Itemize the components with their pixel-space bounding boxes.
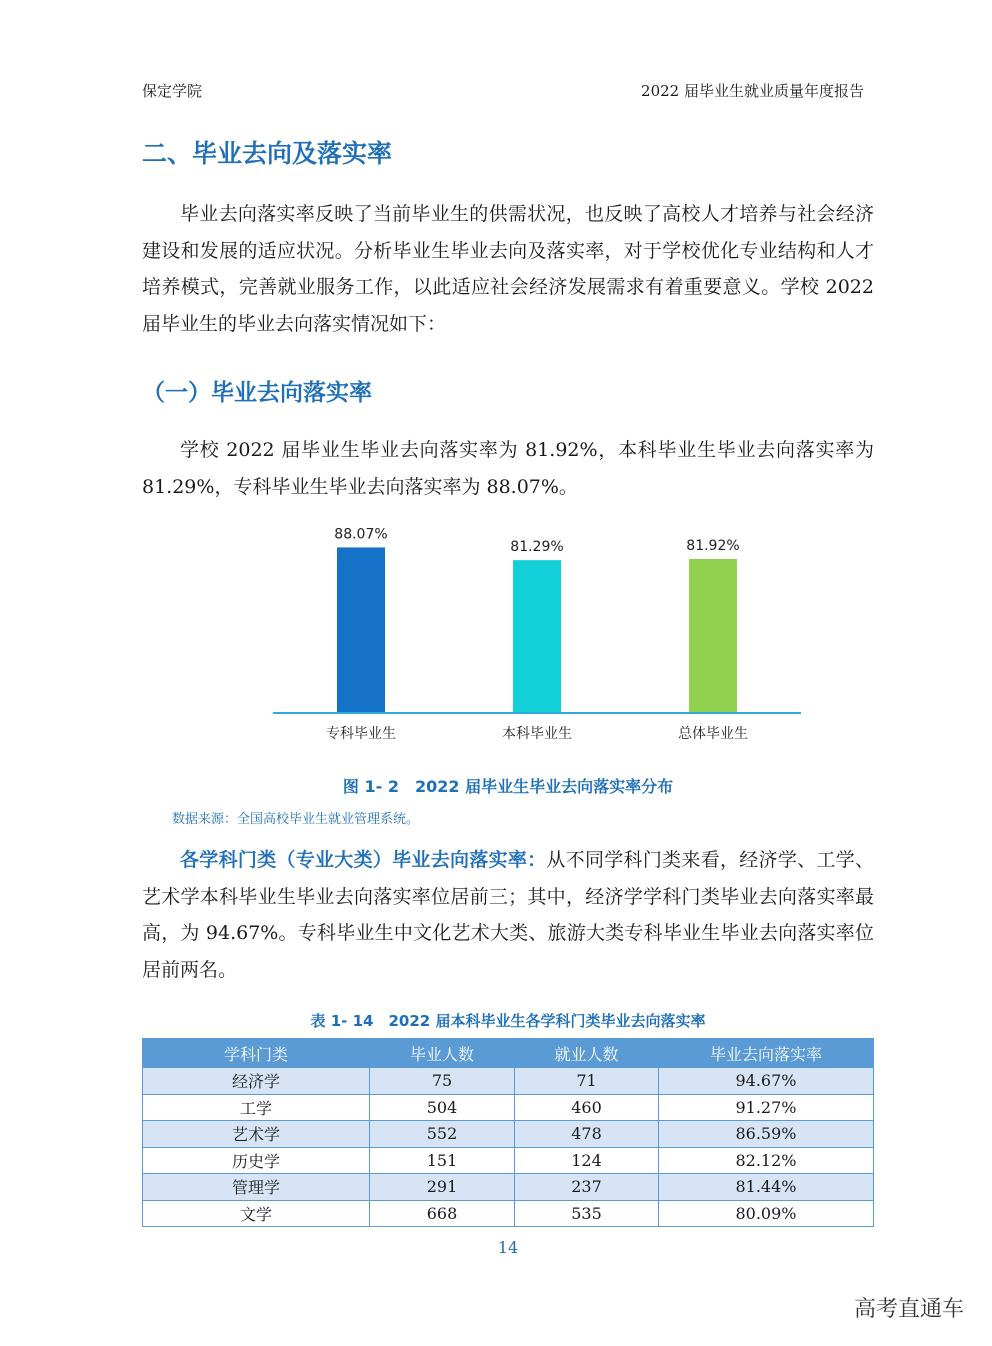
chart-data-label: 88.07% (334, 526, 388, 543)
table-cell: 535 (515, 1200, 659, 1227)
intro-text: 毕业去向落实率反映了当前毕业生的供需状况，也反映了高校人才培养与社会经济建设和发展的适应状况。分析毕业生毕业去向及落实率，对于学校优化专业结构和人才培养模式，完善就业服务工作，以此适应社会经济发展需求有着重要意义。学校 2022 届毕业生的毕业去向落实情况如下： (142, 203, 874, 335)
table-row (143, 1174, 874, 1201)
discipline-paragraph (142, 842, 874, 988)
source-note: 数据来源：全国高校毕业生就业管理系统。 (172, 812, 420, 827)
figure-caption: 图 1- 2 2022 届毕业生毕业去向落实率分布 (342, 777, 674, 796)
table-cell: 71 (515, 1068, 659, 1095)
table-cell: 668 (370, 1200, 515, 1227)
table-cell: 124 (515, 1147, 659, 1174)
table-caption: 表 1- 14 2022 届本科毕业生各学科门类毕业去向落实率 (310, 1012, 706, 1030)
table-cell: 80.09% (659, 1200, 874, 1227)
table-row (143, 1121, 874, 1148)
rate-text: 学校 2022 届毕业生毕业去向落实率为 81.92%，本科毕业生毕业去向落实率为 81.29%，专科毕业生毕业去向落实率为 88.07%。 (142, 439, 874, 498)
discipline-rate-table (142, 1038, 874, 1227)
chart-data-label: 81.92% (686, 537, 740, 554)
section-title: 二、毕业去向及落实率 (142, 139, 393, 168)
intro-paragraph (142, 196, 874, 342)
chart-category-label: 总体毕业生 (678, 726, 748, 742)
chart-data-label: 81.29% (510, 539, 564, 556)
table-cell: 历史学 (143, 1147, 370, 1174)
subsection-title: （一）毕业去向落实率 (142, 380, 372, 406)
discipline-body: 从不同学科门类来看，经济学、工学、艺术学本科毕业生毕业去向落实率位居前三；其中，经济学学科门类毕业去向落实率最高，为 94.67%。专科毕业生中文化艺术大类、旅游大类专科毕业生毕业去向落实率位居前两名。 (142, 849, 874, 981)
chart-category-label: 专科毕业生 (326, 726, 396, 742)
table-cell: 151 (370, 1147, 515, 1174)
table-cell: 86.59% (659, 1121, 874, 1148)
rate-paragraph (142, 432, 874, 505)
watermark-text: 高考直通车 (853, 1297, 964, 1322)
table-cell: 工学 (143, 1094, 370, 1121)
table-cell: 478 (515, 1121, 659, 1148)
header-report-title: 2022 届毕业生就业质量年度报告 (641, 82, 864, 100)
table-cell: 82.12% (659, 1147, 874, 1174)
table-cell: 460 (515, 1094, 659, 1121)
discipline-lead: 各学科门类（专业大类）毕业去向落实率： (180, 849, 547, 871)
table-row (143, 1147, 874, 1174)
table-cell: 75 (370, 1068, 515, 1095)
graduation-rate-bar-chart (270, 515, 806, 755)
table-header: 就业人数 (515, 1039, 659, 1068)
table-cell: 504 (370, 1094, 515, 1121)
table-cell: 经济学 (143, 1068, 370, 1095)
table-cell: 81.44% (659, 1174, 874, 1201)
table-row (143, 1068, 874, 1095)
table-cell: 管理学 (143, 1174, 370, 1201)
table-cell: 艺术学 (143, 1121, 370, 1148)
table-header: 学科门类 (143, 1039, 370, 1068)
chart-bar (689, 559, 737, 713)
table-cell: 文学 (143, 1200, 370, 1227)
table-cell: 91.27% (659, 1094, 874, 1121)
table-header: 毕业去向落实率 (659, 1039, 874, 1068)
table-header: 毕业人数 (370, 1039, 515, 1068)
header-school-name: 保定学院 (142, 82, 203, 100)
chart-bar (337, 547, 385, 713)
table-header-row (143, 1039, 874, 1068)
table-cell: 237 (515, 1174, 659, 1201)
table-cell: 552 (370, 1121, 515, 1148)
table-row (143, 1200, 874, 1227)
table-row (143, 1094, 874, 1121)
page-number: 14 (497, 1238, 519, 1257)
table-cell: 94.67% (659, 1068, 874, 1095)
chart-bar (513, 560, 561, 713)
chart-category-label: 本科毕业生 (502, 726, 572, 742)
discipline-text (142, 842, 874, 988)
table-cell: 291 (370, 1174, 515, 1201)
